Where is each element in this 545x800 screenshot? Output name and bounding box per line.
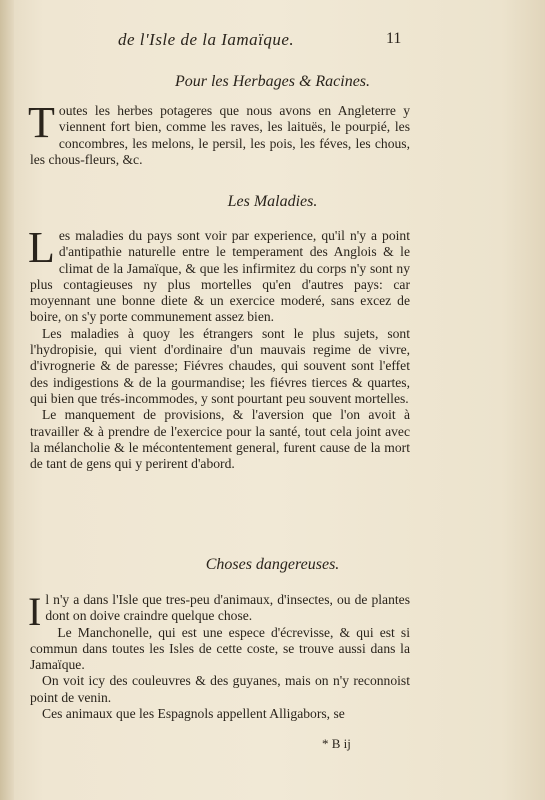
- signature-mark: * B ij: [322, 736, 351, 751]
- drop-cap: I: [28, 589, 42, 634]
- section-heading-choses-dangereuses: Choses dangereuses.: [205, 556, 340, 573]
- page-gutter-shadow: [0, 0, 14, 800]
- page-number: 11: [386, 30, 402, 47]
- paragraph-choses-1: [28, 589, 410, 634]
- drop-cap: L: [28, 223, 55, 272]
- paragraph-choses-4: Ces animaux que les Espagnols appellent Alligabors, se: [42, 706, 345, 722]
- running-title: de l'Isle de la Iamaïque.: [118, 30, 295, 49]
- paragraph-text: es maladies du pays sont voir par experience, qu'il n'y a point d'antipathie naturelle entre le temperament des Anglois & le climat de la Jamaïque, & que les infirmitez du corps n'y sont ny plus contagieuses ny plus mortelles qu'en d'autres pays: car moyennant une bonne diete & un exercice moderé, sans excez de boire, on s'y porte communement assez bien.: [30, 228, 410, 325]
- section-body-maladies: [28, 223, 410, 548]
- paragraph-choses-2: Le Manchonelle, qui est une espece d'écrevisse, & qui est si commun dans toutes les Isles de cette coste, se trouve aussi dans la Jamaïque.: [30, 624, 410, 673]
- section-body-choses: [28, 589, 410, 742]
- paragraph-text: outes les herbes potageres que nous avons en Angleterre y viennent fort bien, comme les raves, les laituës, le pourpié, les concombres, les melons, le persil, les pois, les féves, les chous, les chous-fleurs, &c.: [30, 103, 410, 167]
- paragraph-maladies-3: Le manquement de provisions, & l'aversion que l'on avoit à travailler & à prendre de l'exercice pour la santé, tout cela joint avec la mélancholie & le mécontentement general, furent cause de la mort de tant de gens qui y perirent d'abord.: [30, 407, 410, 472]
- section-heading-herbages: Pour les Herbages & Racines.: [174, 73, 371, 90]
- running-header: [0, 30, 545, 56]
- section-heading-maladies: Les Maladies.: [227, 193, 318, 210]
- drop-cap: T: [28, 98, 55, 147]
- paragraph-text: l n'y a dans l'Isle que tres-peu d'animaux, d'insectes, ou de plantes dont on doive craindre quelque chose.: [45, 592, 410, 624]
- paragraph-maladies-2: Les maladies à quoy les étrangers sont le plus sujets, sont l'hydropisie, qui vient d'ordinaire d'un mauvais regime de vivre, d'ivrognerie & de paresse; Fiévres chaudes, qui souvent sont l'effet des indigestions & de la gourmandise; les fiévres tierces & quartes, qui bien que trés-incommodes, y sont pourtant peu souvent mortelles.: [30, 325, 410, 406]
- paragraph-maladies-1: [28, 223, 410, 326]
- paragraph-choses-3: On voit icy des couleuvres & des guyanes, mais on n'y reconnoist point de venin.: [30, 673, 410, 705]
- paragraph-herbages: [28, 98, 410, 183]
